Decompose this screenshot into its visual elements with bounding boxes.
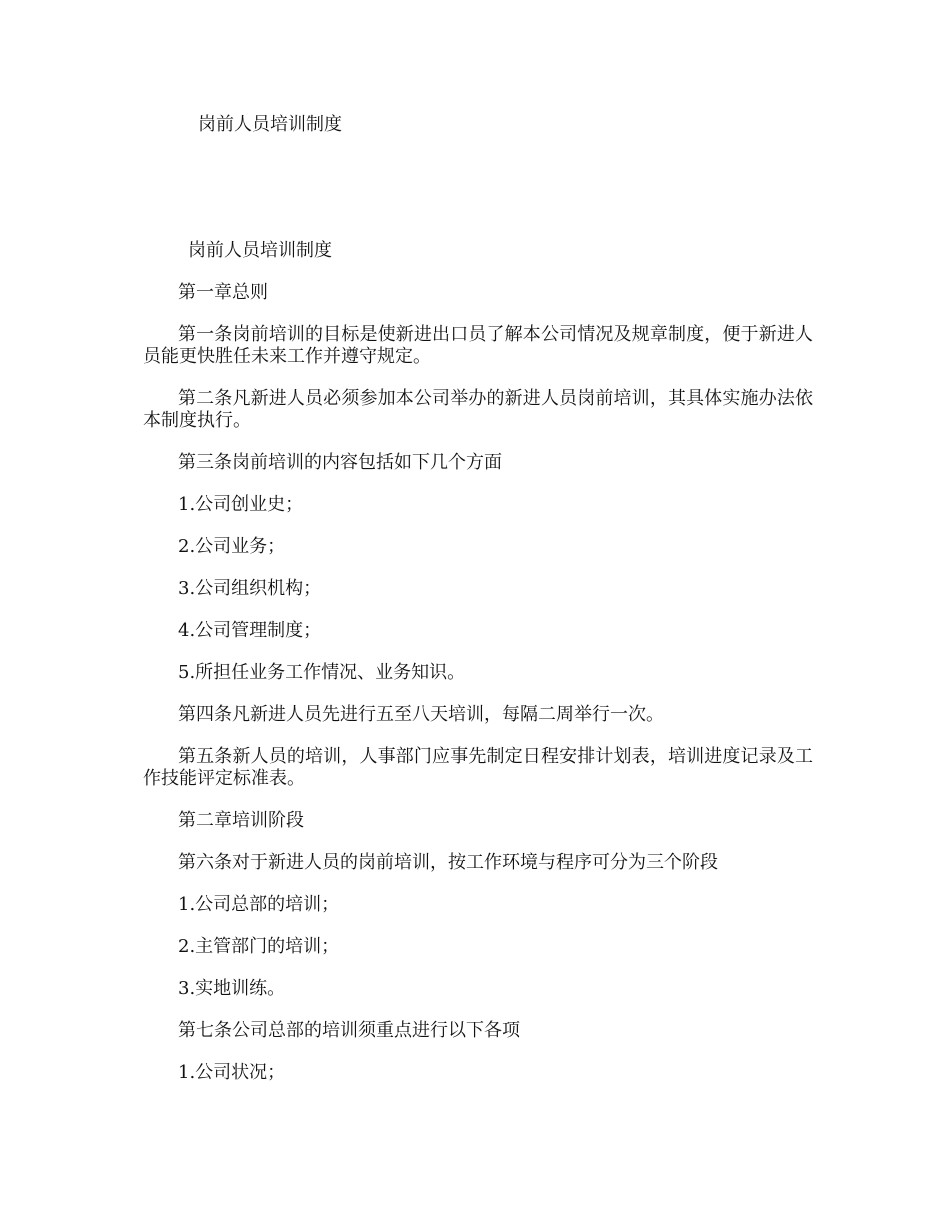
list-item: 1.公司状况； [178,1062,286,1083]
list-item: 5.所担任业务工作情况、业务知识。 [178,662,466,683]
list-item: 2.公司业务； [178,536,286,557]
list-item: 3.公司组织机构； [178,578,322,599]
list-item: 1.公司总部的培训； [178,894,340,915]
article-paragraph: 第二条凡新进人员必须参加本公司举办的新进人员岗前培训，其具体实施办法依本制度执行。 [143,388,813,431]
document-body [143,240,813,1104]
article-paragraph: 第四条凡新进人员先进行五至八天培训，每隔二周举行一次。 [178,704,664,725]
article-paragraph: 第一条岗前培训的目标是使新进出口员了解本公司情况及规章制度，便于新进人员能更快胜任未来工作并遵守规定。 [143,324,813,367]
article-paragraph: 第三条岗前培训的内容包括如下几个方面 [178,452,502,473]
article-paragraph: 第五条新人员的培训，人事部门应事先制定日程安排计划表，培训进度记录及工作技能评定标准表。 [143,746,813,789]
list-item: 1.公司创业史； [178,494,304,515]
article-paragraph: 第六条对于新进人员的岗前培训，按工作环境与程序可分为三个阶段 [178,852,718,873]
chapter-heading: 第一章总则 [178,282,268,303]
chapter-heading: 第二章培训阶段 [178,810,304,831]
list-item: 4.公司管理制度； [178,620,322,641]
list-item: 2.主管部门的培训； [178,936,340,957]
list-item: 3.实地训练。 [178,978,286,999]
document-subtitle: 岗前人员培训制度 [188,240,332,261]
article-paragraph: 第七条公司总部的培训须重点进行以下各项 [178,1020,520,1041]
document-header-title: 岗前人员培训制度 [198,114,342,135]
